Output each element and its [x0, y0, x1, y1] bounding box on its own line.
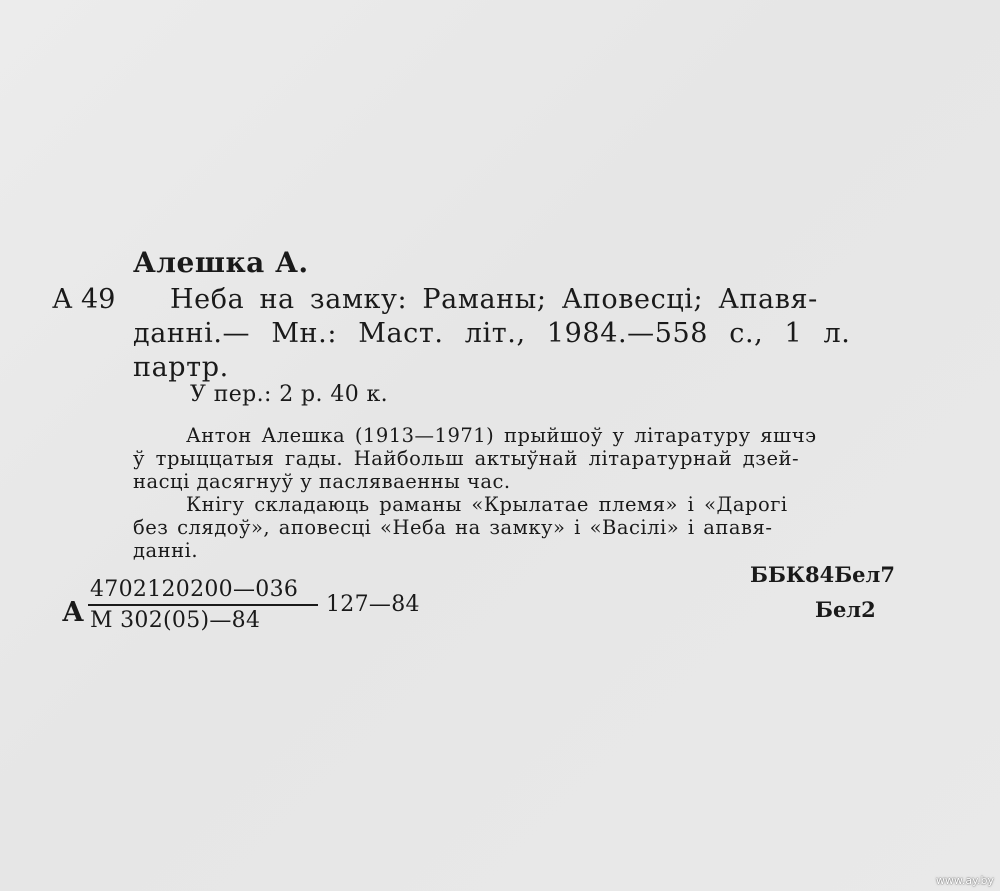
author-name: Алешка А.	[133, 246, 309, 279]
catalog-code-suffix: 127—84	[326, 592, 420, 617]
fraction-bar	[88, 604, 318, 606]
annotation-line: без слядоў», аповесці «Неба на замку» і «Васілі» і апавя-	[133, 516, 773, 539]
annotation-line: насці дасягнуў у пасляваенны час.	[133, 470, 511, 493]
bibliographic-line: данні.— Мн.: Маст. літ., 1984.—558 с., 1 л.	[133, 318, 851, 349]
catalog-code-denominator: М 302(05)—84	[90, 608, 261, 633]
bibliographic-line: партр.	[133, 352, 229, 383]
call-number: А 49	[52, 284, 116, 315]
classification-index: Бел2	[815, 597, 876, 622]
annotation-line: Кнігу складаюць раманы «Крылатае племя» і «Дарогі	[186, 493, 788, 516]
watermark: www.ay.by	[935, 874, 994, 887]
annotation-line: ў трыццатыя гады. Найбольш актыўнай літаратурнай дзей-	[133, 447, 800, 470]
bibliographic-line: Неба на замку: Раманы; Аповесці; Апавя-	[170, 284, 818, 315]
price-line: У пер.: 2 р. 40 к.	[190, 382, 389, 407]
catalog-code-letter: А	[62, 597, 84, 628]
catalog-code-numerator: 4702120200—036	[90, 577, 299, 602]
bbk-code: ББК84Бел7	[750, 562, 895, 587]
annotation-line: данні.	[133, 539, 199, 562]
annotation-line: Антон Алешка (1913—1971) прыйшоў у літаратуру яшчэ	[186, 424, 817, 447]
